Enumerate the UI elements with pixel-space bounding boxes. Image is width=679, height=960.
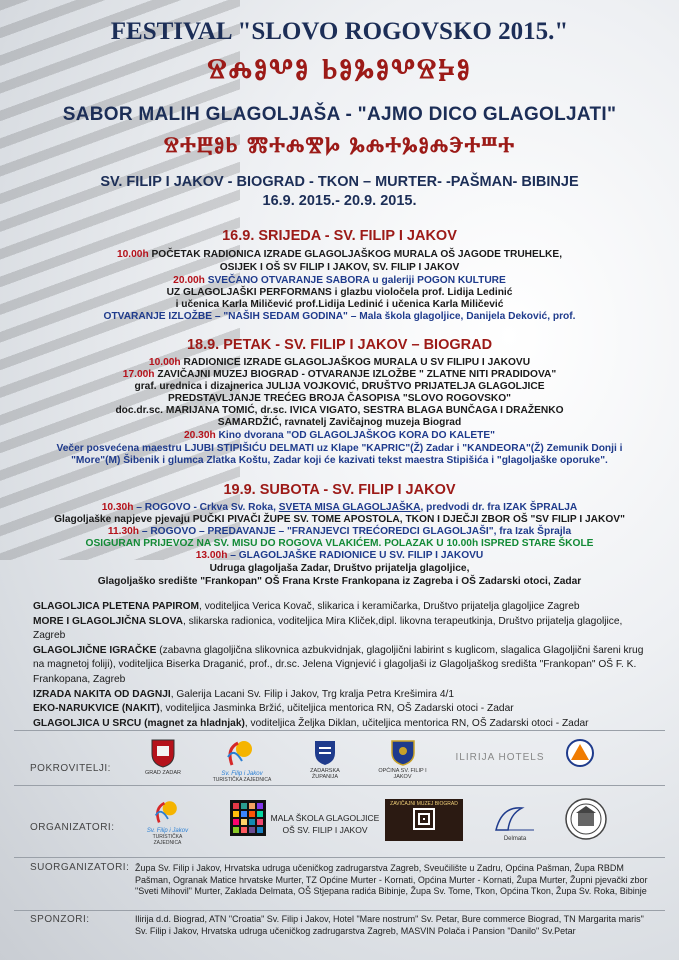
- event-text: SVEČANO OTVARANJE SABORA u galeriji POGON KULTURE: [204, 275, 506, 286]
- festival-dates: 16.9. 2015.- 20.9. 2015.: [262, 193, 417, 209]
- opcina-logo: [375, 740, 430, 780]
- logo-caption: ZADARSKA ŽUPANIJA: [310, 768, 340, 780]
- glagolitic-title: ⰔⰎⰑⰂⰑ ⰓⰑⰃⰑⰂⰔⰍⰑ: [207, 52, 472, 85]
- shield-icon: [391, 740, 415, 766]
- event-text: , predvodi dr. fra IZAK ŠPRALJA: [420, 502, 578, 513]
- workshop-name: IZRADA NAKITA OD DAGNJI: [33, 688, 171, 700]
- logo-caption: OPĆINA SV. FILIP I JAKOV: [378, 768, 427, 780]
- time: 10.00h: [116, 249, 149, 260]
- time: 17.00h: [122, 369, 155, 380]
- suorganizatori-text: Župa Sv. Filip i Jakov, Hrvatska udruga učeničkog zadrugarstva Zagreb, Sveučilište u Zadru, Općina Pašman, Župa RBDM Pašman, Ogranak Matice hrvatske Murter, TZ Općine Murter - Kornati, Općina Murter - Kornati, Župa Murter, Župni pjevački zbor "Sveti Mihovil" Murter, Zaklada Delmata, OŠ Stjepana radića Bibinje, Župa Sv. Tome, Tkon, Općina Tkon, Župa Sv. Roka, Bibinje: [135, 863, 648, 896]
- day1-line1: [0, 249, 679, 262]
- muzej-logo: [385, 799, 463, 841]
- sun-heart-icon: [150, 796, 186, 826]
- time: 11.30h: [107, 526, 139, 537]
- wave-icon: [492, 802, 538, 834]
- logo-caption: Delmata: [503, 836, 527, 842]
- time: 13.00h: [195, 550, 228, 561]
- logo-caption: MALA ŠKOLA GLAGOLJICE: [270, 813, 380, 823]
- workshop-desc: , Galerija Lacani Sv. Filip i Jakov, Trg kralja Petra Krešimira 4/1: [170, 688, 454, 700]
- workshop-item: [33, 615, 653, 644]
- time: 10.00h: [148, 357, 181, 368]
- delmata-logo: [485, 802, 545, 842]
- workshop-name: EKO-NARUKVICE (NAKIT): [33, 703, 160, 715]
- zupanija-logo: [300, 740, 350, 780]
- pokrovitelji-label: POKROVITELJI:: [30, 763, 111, 774]
- event-text: RADIONICE IZRADE GLAGOLJAŠKOG MURALA U SV FILIPU I JAKOVU: [180, 357, 531, 368]
- coat-of-arms-icon: [150, 738, 176, 768]
- workshop-item: [33, 644, 653, 688]
- day1-line6: OTVARANJE IZLOŽBE – "NAŠIH SEDAM GODINA" – Mala škola glagoljice, Danijela Deković, prof.: [103, 311, 576, 322]
- workshop-desc: , slikarska radionica, voditeljica Mira Kliček,dipl. likovna terapeutkinja, Društvo prijatelja glagoljice, Zagreb: [33, 615, 623, 642]
- day2-line8: Večer posvećena maestru LJUBI STIPIŠIĆU DELMATI uz Klape "KAPRIC"(Ž) Zadar i "KANDEORA"(Ž) Zemunik Donji i: [56, 443, 623, 454]
- day2-line2: [0, 369, 679, 382]
- time: 10.30h: [101, 502, 134, 513]
- day1-line5: i učenica Karla Miličević prof.Lidija Ledinić i učenica Karla Miličević: [175, 299, 504, 310]
- event-highlight: SVETA MISA GLAGOLJAŠKA: [278, 502, 421, 513]
- mosaic-icon: [230, 800, 266, 836]
- logo-caption: Sv. Filip i Jakov: [221, 771, 263, 777]
- workshop-name: MORE I GLAGOLJIČNA SLOVA: [33, 615, 183, 627]
- day2-line3: graf. urednica i dizajnerica JULIJA VOJKOVIĆ, DRUŠTVO PRIJATELJA GLAGOLJICE: [134, 381, 545, 392]
- event-text: ZAVIČAJNI MUZEJ BIOGRAD - OTVARANJE IZLOŽBE " ZLATNE NITI PRADIDOVA": [154, 369, 557, 380]
- day2-heading: 18.9. PETAK - SV. FILIP I JAKOV – BIOGRAD: [186, 337, 493, 353]
- divider: [14, 785, 665, 786]
- time: 20.30h: [184, 430, 216, 441]
- triangle-badge-icon: [565, 738, 595, 768]
- day1-line4: UZ GLAGOLJAŠKI PERFORMANS i glazbu violočela prof. Lidija Ledinić: [166, 287, 513, 298]
- logo-caption: GRAD ZADAR: [144, 770, 182, 776]
- poster-subtitle: SABOR MALIH GLAGOLJAŠA - "AJMO DICO GLAGOLJATI": [62, 104, 617, 125]
- day1-line2: OSIJEK I OŠ SV FILIP I JAKOV, SV. FILIP I JAKOV: [219, 262, 460, 273]
- logo-caption: Sv. Filip i Jakov: [146, 828, 189, 834]
- organizatori-label: ORGANIZATORI:: [30, 822, 115, 833]
- day3-line5: [0, 550, 679, 563]
- day2-line4: PREDSTAVLJANJE TREĆEG BROJA ČASOPISA "SLOVO ROGOVSKO": [167, 393, 512, 404]
- workshop-desc: , voditeljica Verica Kovač, slikarica i keramičarka, Društvo prijatelja glagoljice Zagreb: [199, 601, 580, 612]
- day3-heading: 19.9. SUBOTA - SV. FILIP I JAKOV: [223, 482, 456, 498]
- workshop-list: [33, 600, 653, 731]
- divider: [14, 857, 665, 858]
- day1-line3: [0, 275, 679, 288]
- shield-icon: [314, 740, 336, 766]
- suorganizatori-label: SUORGANIZATORI:: [30, 862, 130, 873]
- time: 20.00h: [173, 275, 205, 286]
- day2-line1: [0, 357, 679, 370]
- day2-line9: "More"(M) Šibenik i glumca Zlatka Koštu, Zadar koji će kazivati tekst maestra Stipišića i "glagoljaške oporuke".: [71, 455, 608, 466]
- ilirija-logo: ILIRIJA HOTELS: [455, 752, 545, 763]
- day3-line4: OSIGURAN PRIJEVOZ NA SV. MISU DO ROGOVA VLAKIĆEM. POLAZAK U 10.00h ISPRED STARE ŠKOLE: [85, 538, 594, 549]
- event-text: – ROGOVO – PREDAVANJE – "FRANJEVCI TREĆOREDCI GLAGOLJAŠI", fra Izak Šprajla: [139, 526, 572, 537]
- tz-organizer-logo: [140, 796, 195, 846]
- day3-line2: Glagoljaške napjeve pjevaju PUČKI PIVAČI ŽUPE SV. TOME APOSTOLA, TKON I DJEČJI ZBOR OŠ "SV FILIP I JAKOV": [54, 514, 625, 525]
- logo-caption: OŠ SV. FILIP I JAKOV: [282, 825, 368, 835]
- day3-line1: [0, 502, 679, 515]
- sun-heart-icon: [222, 735, 262, 769]
- festival-places: SV. FILIP I JAKOV - BIOGRAD - TKON – MURTER- -PAŠMAN- BIBINJE: [100, 174, 579, 190]
- workshop-item: [33, 702, 653, 717]
- workshop-name: GLAGOLJICA PLETENA PAPIROM: [33, 601, 200, 612]
- day3-line3: [0, 526, 679, 539]
- day3-line7: Glagoljaško središte "Frankopan" OŠ Frana Krste Frankopana iz Zagreba i OŠ Zadarski otoci, Zadar: [97, 576, 582, 587]
- tz-logo: [212, 735, 272, 783]
- logo-caption: TURISTIČKA ZAJEDNICA: [152, 834, 183, 846]
- poster-title: FESTIVAL "SLOVO ROGOVSKO 2015.": [110, 18, 569, 45]
- day2-line7: [0, 430, 679, 443]
- logo-caption: ZAVIČAJNI MUZEJ BIOGRAD: [390, 801, 458, 807]
- grad-zadar-logo: [143, 738, 183, 776]
- day1-heading: 16.9. SRIJEDA - SV. FILIP I JAKOV: [222, 228, 457, 244]
- sponzori-label: SPONZORI:: [30, 914, 90, 925]
- workshop-desc: (zabavna glagoljična slikovnica azbukvidnjak, glagoljični labirint s kuglicom, slagalica Glagoljični šareni krug na magnetoj foliji), voditeljica Biserka Draganić, prof., dr.sc. Jelena Vignjević i glagoljaši iz Glagoljaškog središta "Frankopan" OŠ F. K. Frankopana, Zagreb: [33, 644, 644, 685]
- workshop-item: [33, 600, 653, 615]
- school-seal-logo: [563, 797, 609, 843]
- sponzori-text: Ilirija d.d. Biograd, ATN "Croatia" Sv. Filip i Jakov, Hotel "Mare nostrum" Sv. Petar, Bure commerce Biograd, TN Margarita maris" Sv. Filip i Jakov, Hrvatska udruga učeničkog zadrugarstva Zagreb, MASVIN Polača i Pansion "Danilo" Sv.Petar: [135, 914, 644, 936]
- workshop-item: [33, 688, 653, 703]
- logo-caption: TURISTIČKA ZAJEDNICA: [212, 777, 272, 783]
- maze-icon: [412, 807, 436, 831]
- seal-icon: [564, 797, 608, 841]
- day2-line5: doc.dr.sc. MARIJANA TOMIĆ, dr.sc. IVICA VIGATO, SESTRA BLAGA BUNČAGA I DRAŽENKO: [115, 405, 564, 416]
- glagolitic-subtitle: ⰔⰀⰁⰑⰓ ⰏⰀⰎⰊⰘ ⰃⰎⰀⰃⰑⰎⰅⰀⰞⰀ: [163, 132, 516, 158]
- divider: [14, 730, 665, 731]
- mala-skola-logo: [270, 812, 380, 836]
- workshop-name: GLAGOLJICA U SRCU (magnet za hladnjak): [33, 717, 245, 729]
- event-text: POČETAK RADIONICA IZRADE GLAGOLJAŠKOG MURALA OŠ JAGODE TRUHELKE,: [148, 249, 563, 260]
- event-text: Kino dvorana "OD GLAGOLJAŠKOG KORA DO KALETE": [215, 430, 495, 441]
- workshop-name: GLAGOLJIČNE IGRAČKE: [33, 644, 157, 656]
- workshop-desc: , voditeljica Željka Diklan, učiteljica mentorica RN, OŠ Zadarski otoci - Zadar: [244, 717, 589, 729]
- event-text: – GLAGOLJAŠKE RADIONICE U SV. FILIP I JAKOVU: [227, 550, 484, 561]
- mala-skola-icon-logo: [228, 800, 268, 838]
- civil-protection-logo: [563, 738, 597, 770]
- event-text: – ROGOVO - Crkva Sv. Roka,: [133, 502, 279, 513]
- workshop-desc: , voditeljica Jasminka Bržić, učiteljica mentorica RN, OŠ Zadarski otoci - Zadar: [159, 703, 514, 715]
- day2-line6: SAMARDŽIĆ, ravnatelj Zavičajnog muzeja Biograd: [217, 417, 462, 428]
- day3-line6: Udruga glagoljaša Zadar, Društvo prijatelja glagoljice,: [209, 563, 470, 574]
- divider: [14, 910, 665, 911]
